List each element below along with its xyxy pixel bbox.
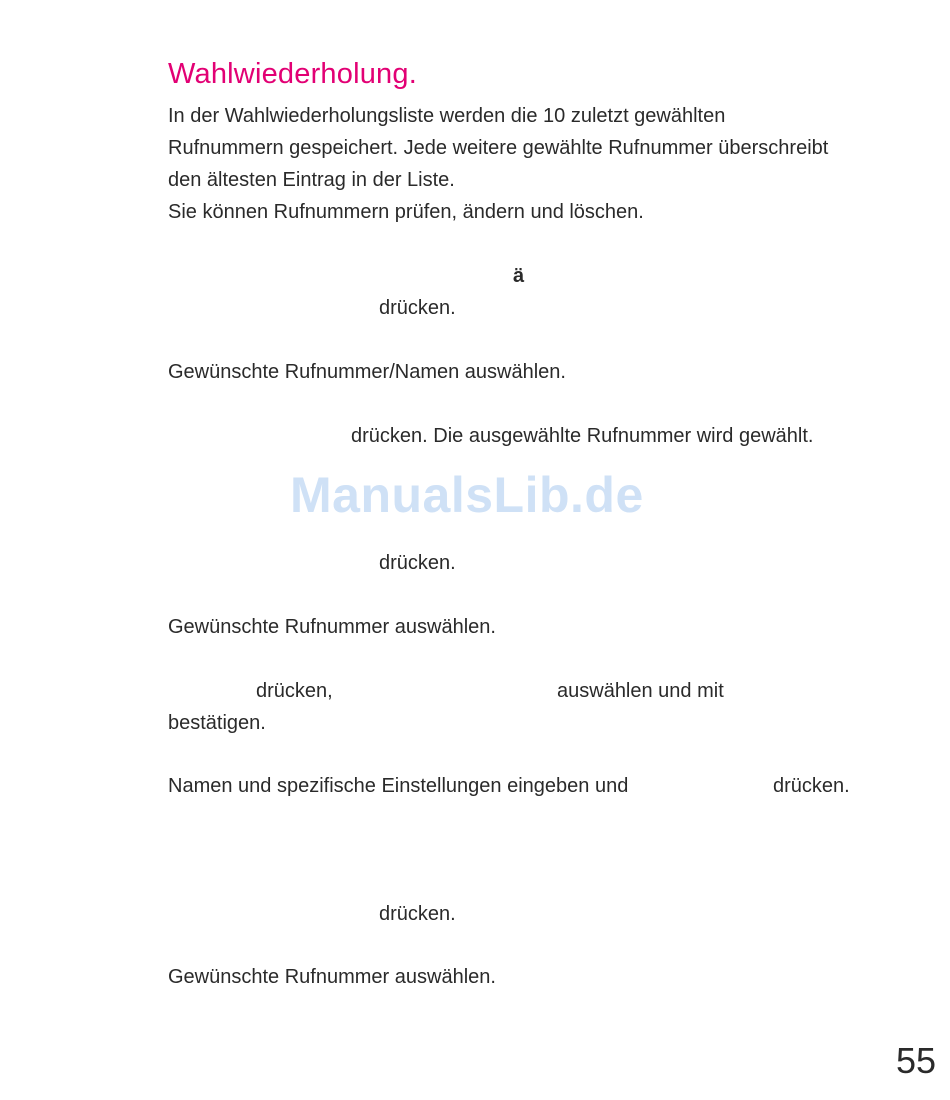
instruction-press-1: drücken. <box>379 297 456 319</box>
instruction-select-number-name: Gewünschte Rufnummer/Namen auswählen. <box>168 361 566 383</box>
page-number: 55 <box>895 1040 936 1081</box>
watermark: ManualsLib.de <box>290 467 644 523</box>
intro-line: Sie können Rufnummern prüfen, ändern und löschen. <box>168 201 644 223</box>
intro-line: In der Wahlwiederholungsliste werden die 10 zuletzt gewählten <box>168 105 726 127</box>
intro-paragraph <box>168 100 828 228</box>
instruction-enter-name: Namen und spezifische Einstellungen eingeben und <box>168 775 629 797</box>
instruction-press-3: drücken. <box>773 775 850 797</box>
instruction-press-dial: drücken. Die ausgewählte Rufnummer wird gewählt. <box>351 425 814 447</box>
intro-line: Rufnummern gespeichert. Jede weitere gewählte Rufnummer überschreibt <box>168 137 829 159</box>
instruction-select-with: auswählen und mit <box>557 680 724 702</box>
intro-line: den ältesten Eintrag in der Liste. <box>168 169 455 191</box>
instruction-confirm: bestätigen. <box>168 712 266 734</box>
instruction-press-comma: drücken, <box>256 680 333 702</box>
instruction-press-2: drücken. <box>379 552 456 574</box>
section-heading: Wahlwiederholung. <box>168 58 417 90</box>
instruction-select-number-1: Gewünschte Rufnummer auswählen. <box>168 616 496 638</box>
umlaut-fragment: ä <box>513 265 525 287</box>
instruction-press-4: drücken. <box>379 903 456 925</box>
instruction-select-number-2: Gewünschte Rufnummer auswählen. <box>168 966 496 988</box>
